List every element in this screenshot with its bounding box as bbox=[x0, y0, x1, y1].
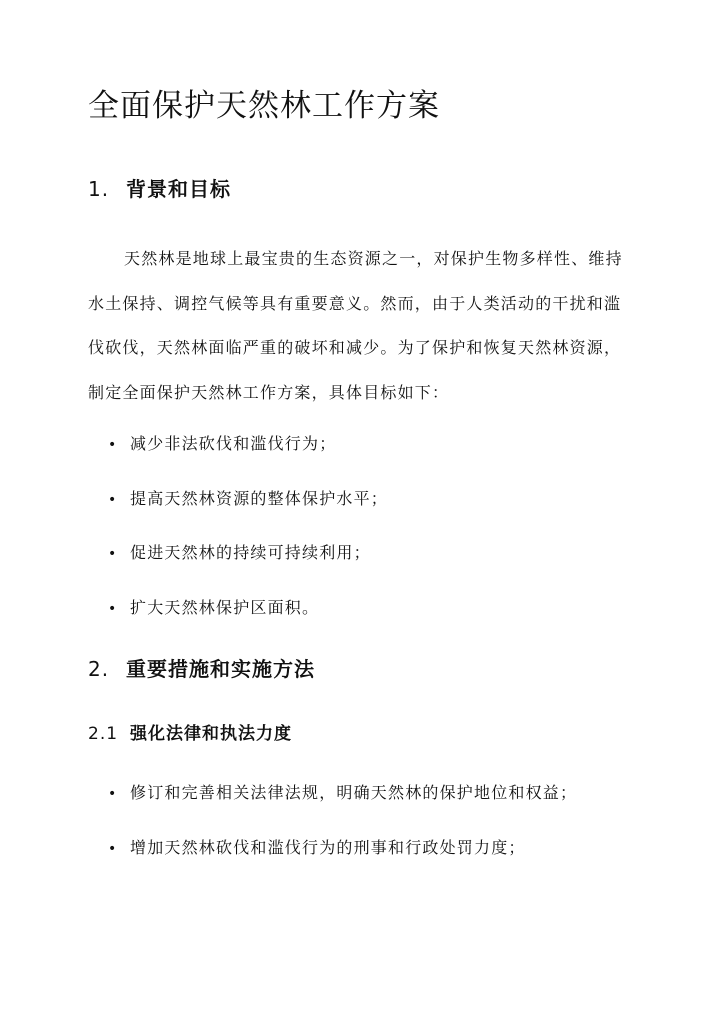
list-item-text: 扩大天然林保护区面积。 bbox=[130, 598, 320, 617]
subsection-2-1-number: 2.1 bbox=[88, 724, 119, 744]
list-item bbox=[108, 487, 388, 512]
list-item bbox=[108, 596, 319, 621]
section-2-title: 重要措施和实施方法 bbox=[126, 657, 315, 681]
list-item-text: 减少非法砍伐和滥伐行为； bbox=[130, 434, 337, 453]
list-item-text: 修订和完善相关法律法规，明确天然林的保护地位和权益； bbox=[130, 783, 578, 802]
list-item bbox=[108, 781, 577, 806]
list-item-text: 促进天然林的持续可持续利用； bbox=[130, 543, 371, 562]
bullet-icon: • bbox=[108, 437, 118, 453]
list-item-text: 提高天然林资源的整体保护水平； bbox=[130, 489, 389, 508]
bullet-icon: • bbox=[108, 492, 118, 508]
list-item bbox=[108, 836, 526, 861]
list-item-text: 增加天然林砍伐和滥伐行为的刑事和行政处罚力度； bbox=[130, 838, 526, 857]
document-title: 全面保护天然林工作方案 bbox=[88, 88, 440, 124]
section-1-heading bbox=[88, 174, 231, 204]
section-2-number: 2. bbox=[88, 657, 110, 681]
bullet-icon: • bbox=[108, 786, 118, 802]
bullet-icon: • bbox=[108, 841, 118, 857]
section-1-title: 背景和目标 bbox=[126, 177, 231, 201]
bullet-icon: • bbox=[108, 601, 118, 617]
list-item bbox=[108, 541, 371, 566]
bullet-icon: • bbox=[108, 546, 118, 562]
subsection-2-1-title: 强化法律和执法力度 bbox=[130, 724, 292, 744]
subsection-2-1-heading bbox=[88, 721, 292, 747]
section-2-heading bbox=[88, 654, 315, 684]
list-item bbox=[108, 432, 336, 457]
section-1-number: 1. bbox=[88, 177, 110, 201]
section-1-paragraph: 天然林是地球上最宝贵的生态资源之一，对保护生物多样性、维持水土保持、调控气候等具有重要意义。然而，由于人类活动的干扰和滥伐砍伐，天然林面临严重的破坏和减少。为了保护和恢复天然林资源，制定全面保护天然林工作方案，具体目标如下： bbox=[88, 249, 623, 402]
